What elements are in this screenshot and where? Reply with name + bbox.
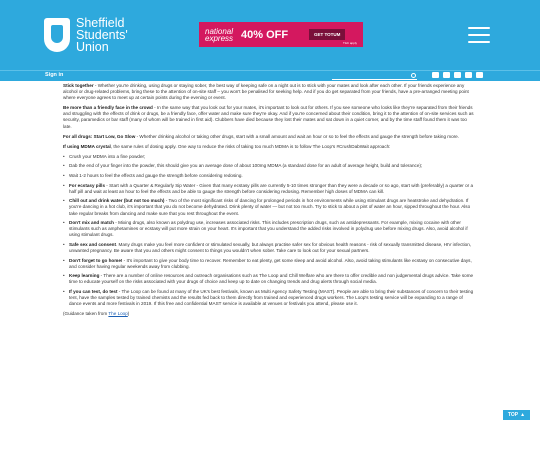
list-item: • Dab the end of your finger into the powder, this should give you an average dose of about 100mg MDMA (a standard dose for an adult of average height, build and tolerance); <box>63 163 475 169</box>
tip-text: - It's important to give your body time to recover. Remember to eat plenty, get some sleep and avoid alcohol. Also, avoid taking stimulants like ecstasy on consecutive days, and consider having regular weekends away from clubbing. <box>69 257 472 269</box>
list-item <box>63 242 475 254</box>
heading-friendly-face: Be more than a friendly face in the crowd <box>63 105 153 111</box>
tip-heading: If you can test, do test <box>69 288 118 294</box>
guidance-source <box>63 311 475 317</box>
ad-terms-note: T&C apply <box>342 41 357 45</box>
ad-cta-button[interactable]: GET TOTUM <box>309 29 345 40</box>
list-item: • Wait 1-2 hours to feel the effects and gauge the strength before considering redosing. <box>63 173 475 179</box>
logo-text <box>76 17 128 53</box>
tip-heading: For ecstasy pills <box>69 182 106 188</box>
advert-banner[interactable] <box>199 22 363 47</box>
text-friendly-face: - In the same way that you look out for your mates, it's important to look out for others. If you see someone who looks like they're separated from their friends and struggling with the effects of drink or drugs, be a friendly face, offer water and make sure they're okay. And if you're concerned about their condition, bring it to the attention of on-site services such as security, paramedics or bar staff (many of whom will be trained in first aid). Clubbers have died because they lost their mates and sat down in a quiet corner, and by the time staff found them it was too late. <box>63 105 474 129</box>
sign-in-link[interactable]: Sign in <box>45 72 64 78</box>
logo-line-1: Sheffield <box>76 16 125 30</box>
mdma-steps-list <box>63 154 475 179</box>
text-mdma: , the same rules of dosing apply. One way to reduce the risks of taking too much MDMA is to follow The Loop's #CrushDabWait approach: <box>110 143 391 149</box>
tip-text: - The Loop can be found at many of the UK's best festivals, known as Multi Agency Safety Testing (MAST). People are able to bring their substances of concern to their testing tent, have the samples tested by trained chemists and the results fed back to them directly from trained and experienced drugs workers. The Loop's testing service will be expanding to a range of dance events and more festivals in 2019. If this free and confidential MAST service is available at venues or festivals you attend, please use it. <box>69 288 474 307</box>
twitter-icon[interactable] <box>454 72 461 78</box>
ad-offer: 40% OFF <box>241 28 289 41</box>
list-item: • Crush your MDMA into a fine powder; <box>63 154 475 160</box>
heading-start-low: For all drugs: Start Low, Go Slow <box>63 133 136 139</box>
ad-brand <box>199 28 241 42</box>
tip-text: - Mixing drugs, also known as polydrug use, increases associated risks. This includes prescription drugs, such as antidepressants. For example, mixing cocaine with other stimulants such as amphetamines or ecstasy will put more strain on your heart. It's important that you understand the added risks involved in polydrug use before mixing drugs. Also, avoid alcohol if using stimulant drugs. <box>69 220 468 238</box>
heading-stick-together: Stick together <box>63 83 94 88</box>
sheffield-su-logo[interactable] <box>44 17 128 53</box>
paragraph-start-low <box>63 134 475 140</box>
facebook-icon[interactable] <box>443 72 450 78</box>
email-icon[interactable] <box>476 72 483 78</box>
logo-line-2: Students' <box>76 28 128 42</box>
tip-heading: Chill out and drink water (but not too much) <box>69 198 165 204</box>
tip-text: - There are a number of online resources and outreach organisations such as The Loop and Chill Welfare who are there to offer credible and non judgemental drugs advice. Take some time to educate yourself on the risks associated with your drugs of choice and keep up to date on changing trends and drug alerts through social media. <box>69 273 474 285</box>
list-item <box>63 273 475 285</box>
guidance-prefix: (Guidance taken from <box>63 310 109 316</box>
site-header <box>0 0 540 70</box>
instagram-icon[interactable] <box>465 72 472 78</box>
tip-text: - Two of the most significant risks of dancing for prolonged periods in hot environments while using stimulant drugs are heatstroke and dehydration. If you're dancing in a hot club, it's important that you do not become dehydrated. Drink plenty of water — but not too much. Try to stick to about a pint of water an hour, sipped throughout the hour. Also take regular breaks from dancing and make sure that you rest throughout the event. <box>69 198 471 216</box>
tip-heading: Don't forget to go home! <box>69 257 123 263</box>
text-start-low: - Whether drinking alcohol or taking other drugs, start with a small amount and wait an hour or so to feel the effects and gauge the strength before taking more. <box>135 133 460 139</box>
logo-shield-icon <box>44 18 70 52</box>
safety-tips-list <box>63 183 475 308</box>
social-links <box>432 72 483 78</box>
text-stick-together: - Whether you're drinking, using drugs or staying sober, the best way of keeping safe on a night out is to stick with your mates and look after each other. If your friends experience any alcohol or drug-related problems, bring these to the attention of on-site staff – you won't be penalised for seeking help. And if you do get separated from your friends, have a pre-arranged meeting point where everyone agrees to meet up at certain points during the evening or event. <box>63 83 469 101</box>
guidance-suffix: ) <box>127 310 130 316</box>
nav-bar <box>0 70 540 81</box>
basket-icon[interactable] <box>432 72 439 78</box>
heading-mdma: If using MDMA crystal <box>63 143 111 149</box>
tip-text: . Many drugs make you feel more confident or stimulated sexually, but always practise safer sex for obvious health reasons - risk of sexually transmitted disease, HIV infection, unwanted pregnancy. Be aware that you and others might consent to things you wouldn't when sober. Take care to look out for your sexual partners. <box>69 241 472 253</box>
paragraph-friendly-face <box>63 105 475 129</box>
list-item <box>63 220 475 238</box>
back-to-top-button[interactable] <box>503 410 530 420</box>
top-label: TOP <box>507 412 519 418</box>
list-item <box>63 183 475 195</box>
menu-hamburger-icon[interactable] <box>468 27 490 43</box>
paragraph-stick-together <box>63 83 475 101</box>
article-content <box>63 83 475 321</box>
paragraph-mdma <box>63 144 475 150</box>
the-loop-link[interactable]: The Loop <box>108 310 128 316</box>
ad-brand-line-2: express <box>205 33 234 43</box>
tip-heading: Keep learning <box>69 273 100 279</box>
tip-heading: Don't mix and match <box>69 220 114 226</box>
search-icon[interactable] <box>411 73 416 78</box>
chevron-up-icon: ▲ <box>520 412 526 418</box>
search-box[interactable] <box>332 72 417 80</box>
list-item <box>63 258 475 270</box>
logo-line-3: Union <box>76 40 109 54</box>
list-item <box>63 289 475 307</box>
list-item <box>63 198 475 216</box>
tip-text: - Start with a Quarter & Regularly Sip Water - Given that many ecstasy pills are currently 5-10 times stronger than they were a decade or so ago, start with (preferably) a quarter or a half pill and wait at least an hour to feel the effects and be able to gauge the strength before considering redosing. Remember high doses of MDMA can kill. <box>69 182 474 194</box>
ad-brand-line-1: national <box>205 26 234 36</box>
tip-heading: Safe sex and consent <box>69 241 116 247</box>
